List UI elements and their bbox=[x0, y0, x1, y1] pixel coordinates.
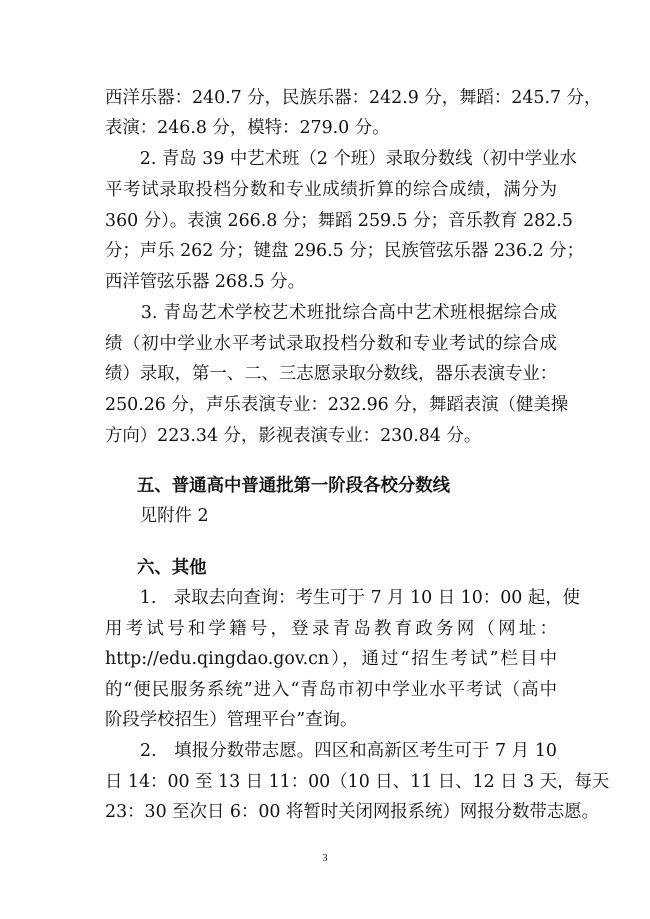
text-line: 日 14：00 至 13 日 11：00（10 日、11 日、12 日 3 天，每天 bbox=[105, 772, 610, 792]
section-heading-6: 六、其他 bbox=[137, 558, 207, 578]
text-line: 西洋乐器：240.7 分，民族乐器：242.9 分，舞蹈：245.7 分， bbox=[105, 88, 602, 108]
text-line: 3. 青岛艺术学校艺术班批综合高中艺术班根据综合成 bbox=[105, 303, 557, 323]
text-line: 绩）录取，第一、二、三志愿录取分数线，器乐表演专业： bbox=[105, 364, 558, 384]
text-line: 23：30 至次日 6：00 将暂时关闭网报系统）网报分数带志愿。 bbox=[105, 802, 600, 822]
text-line: 的“便民服务系统”进入“青岛市初中学业水平考试（高中 bbox=[105, 680, 557, 700]
text-line: 方向）223.34 分，影视表演专业：230.84 分。 bbox=[105, 426, 482, 446]
text-line: 阶段学校招生）管理平台”查询。 bbox=[105, 710, 358, 730]
text-line: 1. 录取去向查询：考生可于 7 月 10 日 10：00 起，使 bbox=[105, 588, 581, 608]
text-line: 绩（初中学业水平考试录取投档分数和专业考试的综合成 bbox=[105, 334, 557, 354]
text-line: 用考试号和学籍号，登录青岛教育政务网（网址： bbox=[105, 619, 557, 639]
text-line: 表演：246.8 分，模特：279.0 分。 bbox=[105, 118, 390, 138]
page-number: 3 bbox=[322, 853, 328, 864]
section-heading-5: 五、普通高中普通批第一阶段各校分数线 bbox=[137, 476, 451, 496]
text-line: 见附件 2 bbox=[105, 506, 209, 526]
text-line: 2. 青岛 39 中艺术班（2 个班）录取分数线（初中学业水 bbox=[105, 149, 577, 169]
text-line: 平考试录取投档分数和专业成绩折算的综合成绩，满分为 bbox=[105, 180, 557, 200]
text-line: 360 分）。表演 266.8 分；舞蹈 259.5 分；音乐教育 282.5 bbox=[105, 211, 573, 231]
text-line: 西洋管弦乐器 268.5 分。 bbox=[105, 272, 305, 292]
text-line: 250.26 分，声乐表演专业：232.96 分，舞蹈表演（健美操 bbox=[105, 395, 569, 415]
text-line: http://edu.qingdao.gov.cn），通过“招生考试”栏目中 bbox=[105, 649, 557, 669]
text-line: 2. 填报分数带志愿。四区和高新区考生可于 7 月 10 bbox=[105, 741, 557, 761]
text-line: 分；声乐 262 分；键盘 296.5 分；民族管弦乐器 236.2 分； bbox=[105, 241, 584, 261]
